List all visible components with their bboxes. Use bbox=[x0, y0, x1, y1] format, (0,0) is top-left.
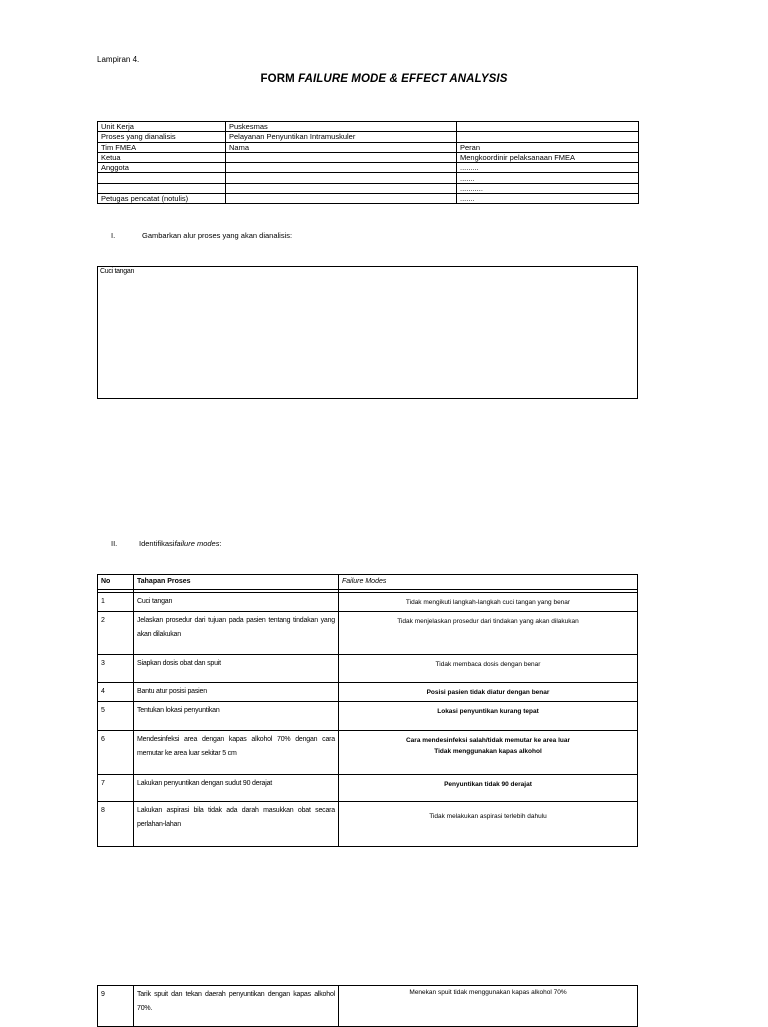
table-row bbox=[98, 702, 638, 731]
team-cell: ....... bbox=[457, 173, 639, 183]
table-row bbox=[98, 612, 638, 655]
process-step: Jelaskan prosedur dari tujuan pada pasien tentang tindakan yang akan dilakukan bbox=[134, 612, 339, 655]
row-number: 2 bbox=[98, 612, 134, 655]
team-cell: Proses yang dianalisis bbox=[98, 132, 226, 142]
header-no-text: No bbox=[101, 578, 111, 585]
failure-mode bbox=[339, 802, 638, 847]
row-number: 6 bbox=[98, 731, 134, 775]
team-cell bbox=[226, 163, 457, 173]
table-row bbox=[98, 775, 638, 802]
team-cell: Peran bbox=[457, 142, 639, 152]
table-row bbox=[98, 802, 638, 847]
team-row bbox=[98, 173, 639, 183]
failure-mode bbox=[339, 702, 638, 731]
team-cell: Unit Kerja bbox=[98, 122, 226, 132]
failure-mode bbox=[339, 683, 638, 702]
team-cell bbox=[226, 173, 457, 183]
row-number: 3 bbox=[98, 655, 134, 683]
team-cell bbox=[98, 183, 226, 193]
team-cell: Anggota bbox=[98, 163, 226, 173]
failure-mode-text: Tidak membaca dosis dengan benar bbox=[435, 661, 541, 668]
team-cell: Petugas pencatat (notulis) bbox=[98, 194, 226, 204]
form-title-prefix: FORM bbox=[260, 73, 299, 85]
header-failure-text: Failure Modes bbox=[342, 578, 387, 585]
team-cell: Puskesmas bbox=[226, 122, 457, 132]
section-2-text-suffix: : bbox=[219, 539, 222, 548]
failure-mode-text: Tidak menjelaskan prosedur dari tindakan yang akan dilakukan bbox=[397, 618, 579, 625]
team-cell: Ketua bbox=[98, 152, 226, 162]
team-cell bbox=[98, 173, 226, 183]
process-step: Siapkan dosis obat dan spuit bbox=[134, 655, 339, 683]
failure-mode-text: Tidak mengikuti langkah-langkah cuci tangan yang benar bbox=[405, 599, 571, 606]
failure-mode-text: Cara mendesinfeksi salah/tidak memutar ke area luar bbox=[405, 737, 571, 744]
team-cell: Pelayanan Penyuntikan Intramuskuler bbox=[226, 132, 457, 142]
team-cell: ......... bbox=[457, 163, 639, 173]
team-cell: Tim FMEA bbox=[98, 142, 226, 152]
failure-mode bbox=[339, 731, 638, 775]
section-2-text-italic: failure modes bbox=[174, 539, 220, 548]
failure-mode bbox=[339, 612, 638, 655]
failure-mode bbox=[339, 986, 638, 1027]
section-2-text-prefix: Identifikasi bbox=[139, 539, 175, 548]
fmea-team-table bbox=[97, 121, 639, 204]
row-number: 1 bbox=[98, 593, 134, 612]
team-cell bbox=[226, 152, 457, 162]
team-cell bbox=[226, 183, 457, 193]
failure-mode bbox=[339, 775, 638, 802]
row-number: 8 bbox=[98, 802, 134, 847]
row-number: 9 bbox=[98, 986, 134, 1027]
table-row bbox=[98, 731, 638, 775]
team-cell bbox=[226, 194, 457, 204]
section-2-number: II. bbox=[111, 539, 118, 548]
row-number: 7 bbox=[98, 775, 134, 802]
team-cell bbox=[457, 132, 639, 142]
failure-mode-text-2: Tidak menggunakan kapas alkohol bbox=[434, 748, 542, 755]
failure-mode-text: Posisi pasien tidak diatur dengan benar bbox=[426, 689, 550, 696]
table-row bbox=[98, 986, 638, 1027]
team-row bbox=[98, 163, 639, 173]
table-header-row bbox=[98, 575, 638, 590]
team-row bbox=[98, 194, 639, 204]
team-row bbox=[98, 132, 639, 142]
team-row bbox=[98, 183, 639, 193]
process-flow-box bbox=[97, 266, 638, 399]
process-step: Cuci tangan bbox=[134, 593, 339, 612]
failure-modes-table bbox=[97, 574, 638, 847]
section-2-text bbox=[139, 539, 222, 548]
failure-mode-text: Lokasi penyuntikan kurang tepat bbox=[437, 708, 539, 715]
section-1-number: I. bbox=[111, 231, 116, 240]
team-cell: Mengkoordinir pelaksanaan FMEA bbox=[457, 152, 639, 162]
failure-mode-text: Tidak melakukan aspirasi terlebih dahulu bbox=[429, 813, 547, 820]
team-row bbox=[98, 122, 639, 132]
form-title-italic: FAILURE MODE & EFFECT ANALYSIS bbox=[298, 73, 508, 85]
table-row bbox=[98, 683, 638, 702]
failure-mode bbox=[339, 593, 638, 612]
team-cell: ....... bbox=[457, 194, 639, 204]
lampiran-label: Lampiran 4. bbox=[97, 55, 140, 64]
team-row bbox=[98, 152, 639, 162]
failure-mode-text: Penyuntikan tidak 90 derajat bbox=[444, 781, 532, 788]
process-step: Mendesinfeksi area dengan kapas alkohol 70% dengan cara memutar ke area luar sekitar 5 cm bbox=[134, 731, 339, 775]
process-step: Tarik spuit dan tekan daerah penyuntikan dengan kapas alkohol 70%. bbox=[134, 986, 339, 1027]
process-step: Lakukan penyuntikan dengan sudut 90 derajat bbox=[134, 775, 339, 802]
table-row bbox=[98, 593, 638, 612]
header-tahapan-text: Tahapan Proses bbox=[137, 578, 191, 585]
team-row bbox=[98, 142, 639, 152]
process-step: Lakukan aspirasi bila tidak ada darah masukkan obat secara perlahan-lahan bbox=[134, 802, 339, 847]
process-flow-text: Cuci tangan bbox=[100, 268, 135, 275]
table-row bbox=[98, 655, 638, 683]
process-step: Bantu atur posisi pasien bbox=[134, 683, 339, 702]
failure-mode bbox=[339, 655, 638, 683]
failure-mode-text: Menekan spuit tidak menggunakan kapas alkohol 70% bbox=[409, 989, 567, 996]
team-cell bbox=[457, 122, 639, 132]
row-number: 4 bbox=[98, 683, 134, 702]
header-failure bbox=[339, 575, 638, 590]
form-title bbox=[0, 73, 768, 85]
row-number: 5 bbox=[98, 702, 134, 731]
failure-modes-table-continued bbox=[97, 985, 638, 1027]
section-1-text: Gambarkan alur proses yang akan dianalisis: bbox=[142, 231, 293, 240]
team-cell: ........... bbox=[457, 183, 639, 193]
team-cell: Nama bbox=[226, 142, 457, 152]
header-tahapan bbox=[134, 575, 339, 590]
process-step: Tentukan lokasi penyuntikan bbox=[134, 702, 339, 731]
header-no bbox=[98, 575, 134, 590]
